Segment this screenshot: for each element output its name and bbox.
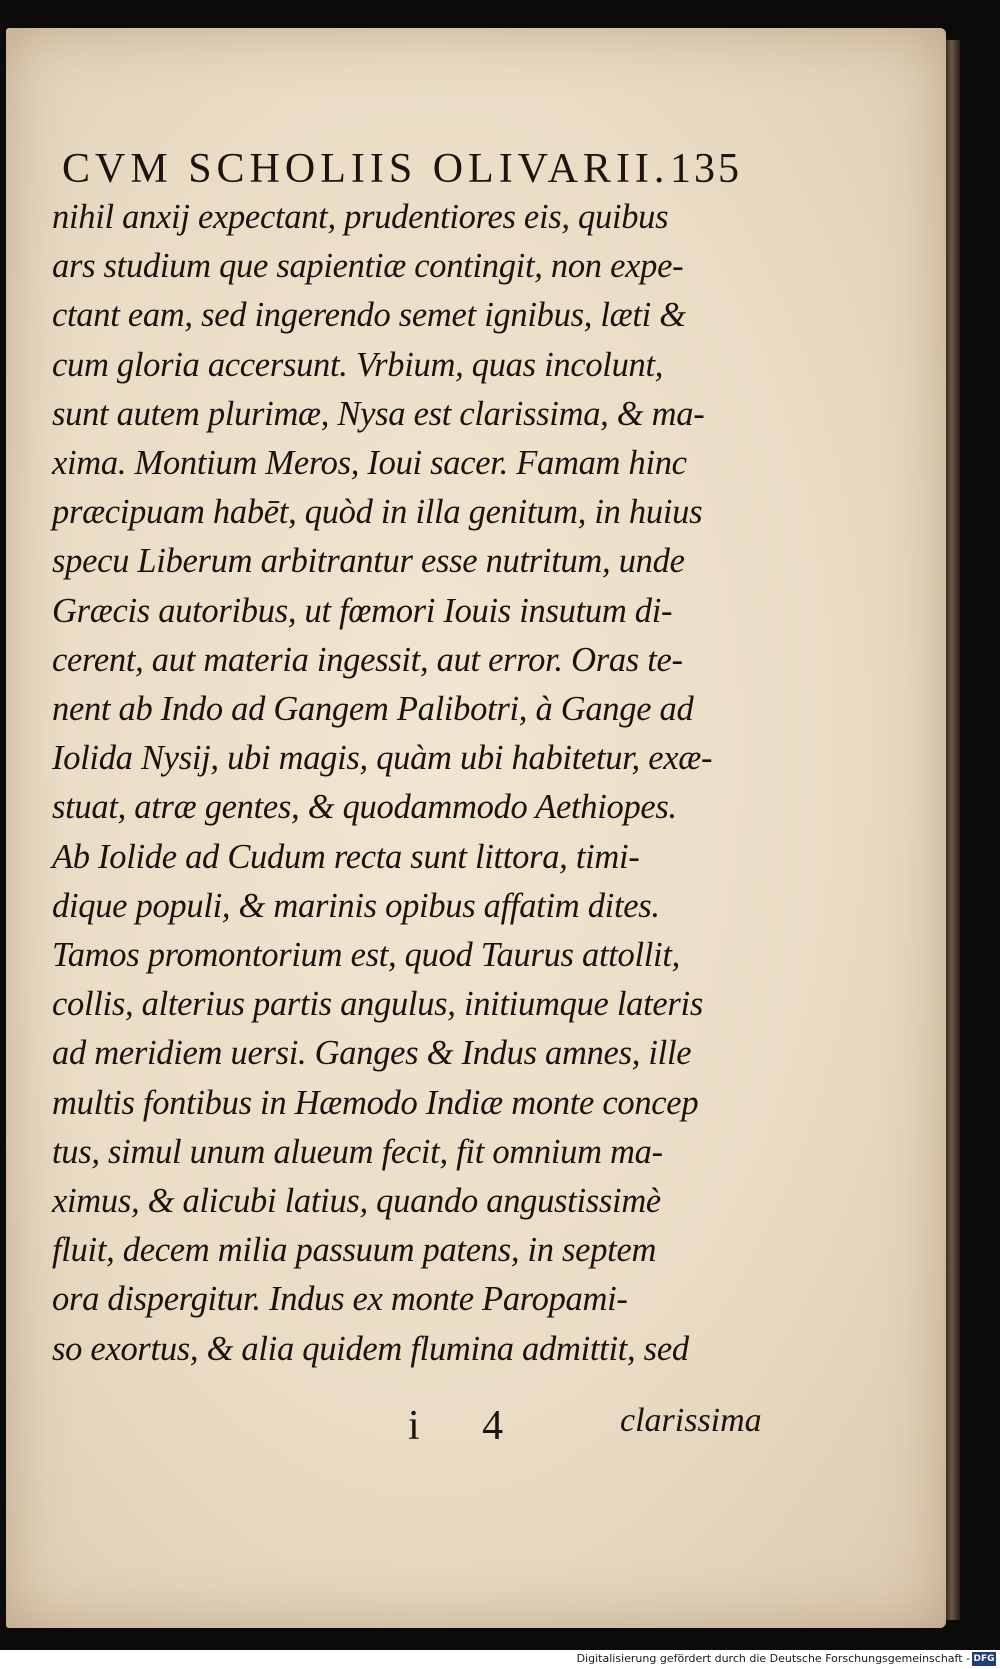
running-title: CVM SCHOLIIS OLIVARII. [62,146,670,192]
book-binding-edge [946,40,960,1620]
text-line: cum gloria accersunt. Vrbium, quas incolunt, [52,344,664,384]
body-text [52,192,752,1373]
text-line: ctant eam, sed ingerendo semet ignibus, læti & [52,295,686,335]
text-line: fluit, decem milia passuum patens, in septem [52,1230,657,1270]
text-line: stuat, atræ gentes, & quodammodo Aethiopes. [52,787,677,827]
text-line: ad meridiem uersi. Ganges & Indus amnes, ille [52,1033,692,1073]
text-line: ximus, & alicubi latius, quando angustissimè [52,1181,661,1221]
text-line: so exortus, & alia quidem flumina admittit, sed [52,1328,689,1368]
text-line: ars studium que sapientiæ contingit, non expe- [52,246,684,286]
text-line: xima. Montium Meros, Ioui sacer. Famam hinc [52,443,687,483]
text-line: collis, alterius partis angulus, initiumque lateris [52,984,703,1024]
text-line: specu Liberum arbitrantur esse nutritum, unde [52,541,685,581]
text-line: sunt autem plurimæ, Nysa est clarissima, & ma- [52,393,705,433]
catchword: clarissima [620,1402,762,1439]
text-line: dique populi, & marinis opibus affatim dites. [52,885,660,925]
text-line: præcipuam habēt, quòd in illa genitum, in huius [52,492,703,532]
text-line: multis fontibus in Hæmodo Indiæ monte concep [52,1082,699,1122]
text-line: tus, simul unum alueum fecit, fit omnium ma- [52,1131,663,1171]
text-line: nihil anxij expectant, prudentiores eis, quibus [52,197,669,236]
text-line: Tamos promontorium est, quod Taurus attollit, [52,935,680,975]
text-line: cerent, aut materia ingessit, aut error. Oras te- [52,639,683,679]
text-line: Ab Iolide ad Cudum recta sunt littora, timi- [52,836,640,876]
dfg-logo-badge: DFG [973,1654,995,1664]
page-number: 135 [670,146,742,192]
signature-mark: i 4 [408,1403,530,1449]
text-line: Iolida Nysij, ubi magis, quàm ubi habitetur, exæ- [52,738,713,778]
text-line: Græcis autoribus, ut fœmori Iouis insutum di- [52,590,673,630]
digitization-credit: Digitalisierung gefördert durch die Deutsche Forschungsgemeinschaft - [576,1652,970,1665]
running-header [62,145,742,193]
text-line: nent ab Indo ad Gangem Palibotri, à Gange ad [52,689,694,729]
text-line: ora dispergitur. Indus ex monte Paropami- [52,1279,628,1319]
